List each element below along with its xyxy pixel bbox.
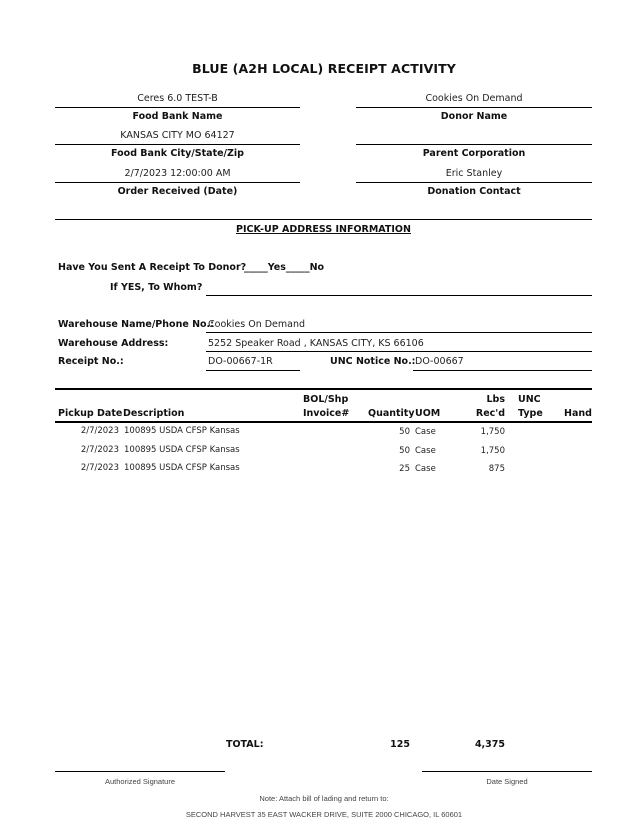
row-uom: Case [415, 427, 436, 437]
row-uom: Case [415, 446, 436, 456]
order-date-label: Order Received (Date) [117, 186, 238, 197]
receipt-question: Have You Sent A Receipt To Donor? [58, 262, 247, 273]
parent-corp-label: Parent Corporation [422, 148, 526, 159]
table-top-rule [55, 388, 592, 390]
date-signed-line [422, 771, 592, 772]
order-date-value: 2/7/2023 12:00:00 AM [124, 168, 231, 179]
if-yes-line [206, 295, 592, 296]
food-bank-city-label: Food Bank City/State/Zip [111, 148, 244, 159]
divider [413, 370, 592, 371]
pickup-heading: PICK-UP ADDRESS INFORMATION [236, 224, 411, 235]
divider [206, 332, 592, 333]
donor-name-label: Donor Name [440, 111, 508, 122]
col-uom: UOM [415, 408, 441, 419]
receipt-no-label: Receipt No.: [58, 356, 124, 367]
divider [55, 107, 300, 108]
warehouse-address-value: 5252 Speaker Road , KANSAS CITY, KS 66106 [208, 338, 424, 349]
row-quantity: 50 [399, 427, 410, 437]
date-signed-label: Date Signed [486, 777, 528, 786]
donor-name-value: Cookies On Demand [425, 93, 523, 104]
total-lbs: 4,375 [474, 739, 505, 750]
row-description: 100895 USDA CFSP Kansas [124, 463, 240, 473]
col-lbs-2: Rec'd [475, 408, 505, 419]
page-title: BLUE (A2H LOCAL) RECEIPT ACTIVITY [192, 61, 456, 76]
col-pickup-date: Pickup Date [58, 408, 123, 419]
contact-label: Donation Contact [427, 186, 521, 197]
if-yes-label: If YES, To Whom? [110, 282, 203, 293]
total-label: TOTAL: [226, 739, 264, 750]
footer-address: SECOND HARVEST 35 EAST WACKER DRIVE, SUITE 2000 CHICAGO, IL 60601 [185, 810, 463, 819]
row-uom: Case [415, 464, 436, 474]
food-bank-city-value: KANSAS CITY MO 64127 [120, 130, 235, 141]
total-quantity: 125 [390, 739, 410, 750]
col-bol-1: BOL/Shp [303, 394, 349, 405]
col-bol-2: Invoice# [303, 408, 350, 419]
table-header-rule [55, 421, 592, 423]
divider [356, 182, 592, 183]
col-lbs-1: Lbs [486, 394, 505, 405]
receipt-no-value: DO-00667-1R [208, 356, 273, 367]
unc-notice-label: UNC Notice No.: [330, 356, 416, 367]
unc-notice-value: DO-00667 [415, 356, 464, 367]
divider [55, 182, 300, 183]
divider [55, 144, 300, 145]
row-description: 100895 USDA CFSP Kansas [124, 445, 240, 455]
footer-note: Note: Attach bill of lading and return to: [259, 794, 389, 803]
col-unc-2: Type [518, 408, 543, 419]
warehouse-name-value: Cookies On Demand [208, 319, 306, 330]
col-hand: Hand [564, 408, 592, 419]
signature-line [55, 771, 225, 772]
food-bank-name-value: Ceres 6.0 TEST-B [137, 93, 218, 104]
col-unc-1: UNC [518, 394, 541, 405]
divider [206, 351, 592, 352]
divider [206, 370, 300, 371]
col-description: Description [123, 408, 185, 419]
row-date: 2/7/2023 [80, 463, 119, 473]
row-date: 2/7/2023 [80, 445, 119, 455]
divider [356, 144, 592, 145]
row-lbs: 875 [488, 464, 505, 474]
receipt-options: _____Yes_____No [244, 262, 325, 273]
row-lbs: 1,750 [480, 427, 505, 437]
row-description: 100895 USDA CFSP Kansas [124, 426, 240, 436]
row-lbs: 1,750 [480, 446, 505, 456]
col-quantity: Quantity [368, 408, 415, 419]
divider [356, 107, 592, 108]
section-divider [55, 219, 592, 220]
contact-value: Eric Stanley [445, 168, 503, 179]
row-date: 2/7/2023 [80, 426, 119, 436]
signature-label: Authorized Signature [104, 777, 176, 786]
warehouse-address-label: Warehouse Address: [58, 338, 169, 349]
row-quantity: 50 [399, 446, 410, 456]
row-quantity: 25 [399, 464, 410, 474]
warehouse-name-label: Warehouse Name/Phone No.: [58, 319, 214, 330]
food-bank-name-label: Food Bank Name [132, 111, 223, 122]
